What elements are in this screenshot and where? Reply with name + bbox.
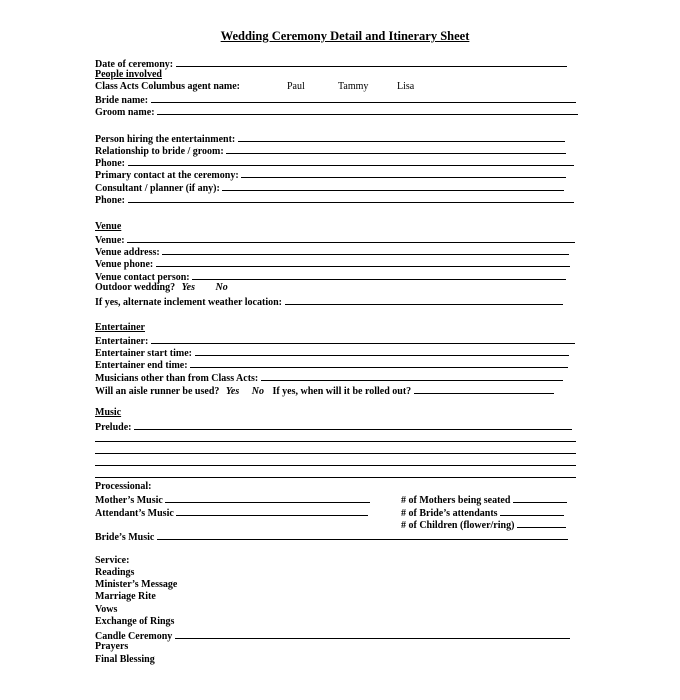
children-field[interactable] bbox=[517, 518, 566, 528]
primary-contact-row bbox=[95, 168, 566, 182]
bride-label: Bride name: bbox=[95, 95, 149, 106]
prelude-field[interactable] bbox=[134, 420, 572, 430]
attendants-music-label: Attendant’s Music bbox=[95, 508, 174, 519]
exchange-rings: Exchange of Rings bbox=[95, 616, 175, 627]
rolled-field[interactable] bbox=[414, 384, 554, 394]
venue-phone-field[interactable] bbox=[156, 257, 570, 267]
entertainer-field[interactable] bbox=[151, 334, 575, 344]
readings: Readings bbox=[95, 567, 135, 578]
alternate-label: If yes, alternate inclement weather location: bbox=[95, 297, 282, 308]
final-blessing: Final Blessing bbox=[95, 654, 155, 665]
venue-address-label: Venue address: bbox=[95, 247, 160, 258]
alternate-row bbox=[95, 295, 563, 309]
musicians-row bbox=[95, 371, 563, 385]
prelude-label: Prelude: bbox=[95, 422, 132, 433]
venue-phone-row bbox=[95, 257, 570, 271]
groom-field[interactable] bbox=[157, 105, 578, 115]
prelude-line-2[interactable] bbox=[95, 440, 576, 442]
mothers-seated-row bbox=[401, 493, 567, 507]
candle-ceremony-field[interactable] bbox=[175, 629, 570, 639]
primary-contact-label: Primary contact at the ceremony: bbox=[95, 170, 239, 181]
people-heading: People involved bbox=[95, 69, 162, 80]
phone1-field[interactable] bbox=[128, 156, 574, 166]
consultant-label: Consultant / planner (if any): bbox=[95, 183, 220, 194]
person-hiring-field[interactable] bbox=[238, 132, 565, 142]
relationship-field[interactable] bbox=[226, 144, 566, 154]
entertainer-heading: Entertainer bbox=[95, 322, 145, 333]
service-heading: Service: bbox=[95, 555, 130, 566]
mothers-seated-label: # of Mothers being seated bbox=[401, 495, 511, 506]
venue-contact-label: Venue contact person: bbox=[95, 272, 190, 283]
consultant-field[interactable] bbox=[222, 181, 564, 191]
phone2-label: Phone: bbox=[95, 195, 125, 206]
agent-lisa: Lisa bbox=[397, 81, 415, 92]
venue-address-field[interactable] bbox=[162, 245, 569, 255]
outdoor-no[interactable]: No bbox=[215, 282, 228, 293]
marriage-rite: Marriage Rite bbox=[95, 591, 156, 602]
brides-music-row bbox=[95, 530, 568, 544]
phone2-field[interactable] bbox=[128, 193, 574, 203]
groom-label: Groom name: bbox=[95, 107, 155, 118]
date-field[interactable] bbox=[176, 57, 567, 67]
alternate-field[interactable] bbox=[285, 295, 563, 305]
agent-tammy: Tammy bbox=[338, 81, 369, 92]
phone2-row bbox=[95, 193, 574, 207]
outdoor-row bbox=[95, 282, 228, 294]
prelude-line-4[interactable] bbox=[95, 464, 576, 466]
venue-field[interactable] bbox=[127, 233, 575, 243]
start-field[interactable] bbox=[195, 346, 569, 356]
vows: Vows bbox=[95, 604, 118, 615]
mothers-music-field[interactable] bbox=[165, 493, 370, 503]
brides-attendants-field[interactable] bbox=[500, 506, 564, 516]
phone1-label: Phone: bbox=[95, 158, 125, 169]
brides-music-field[interactable] bbox=[157, 530, 568, 540]
music-heading: Music bbox=[95, 407, 122, 418]
page-title: Wedding Ceremony Detail and Itinerary Sheet bbox=[220, 29, 470, 43]
end-row bbox=[95, 358, 568, 372]
end-label: Entertainer end time: bbox=[95, 360, 188, 371]
groom-row bbox=[95, 105, 578, 119]
agent-paul: Paul bbox=[287, 81, 305, 92]
children-label: # of Children (flower/ring) bbox=[401, 520, 515, 531]
mothers-music-row bbox=[95, 493, 370, 507]
outdoor-yes[interactable]: Yes bbox=[181, 282, 195, 293]
candle-ceremony-label: Candle Ceremony bbox=[95, 631, 173, 642]
relationship-label: Relationship to bride / groom: bbox=[95, 146, 224, 157]
outdoor-label: Outdoor wedding? bbox=[95, 282, 176, 293]
aisle-no[interactable]: No bbox=[251, 386, 264, 397]
prelude-line-3[interactable] bbox=[95, 452, 576, 454]
start-label: Entertainer start time: bbox=[95, 348, 193, 359]
musicians-field[interactable] bbox=[261, 371, 563, 381]
mothers-seated-field[interactable] bbox=[513, 493, 567, 503]
venue-contact-field[interactable] bbox=[192, 270, 566, 280]
end-field[interactable] bbox=[190, 358, 568, 368]
rolled-label: If yes, when will it be rolled out? bbox=[272, 386, 412, 397]
date-label: Date of ceremony: bbox=[95, 59, 174, 70]
primary-contact-field[interactable] bbox=[241, 168, 566, 178]
musicians-label: Musicians other than from Class Acts: bbox=[95, 373, 259, 384]
date-row bbox=[95, 57, 567, 71]
entertainer-label: Entertainer: bbox=[95, 336, 149, 347]
aisle-label: Will an aisle runner be used? bbox=[95, 386, 220, 397]
venue-heading: Venue bbox=[95, 221, 122, 232]
mothers-music-label: Mother’s Music bbox=[95, 495, 163, 506]
agent-label: Class Acts Columbus agent name: bbox=[95, 81, 241, 92]
prelude-row bbox=[95, 420, 572, 434]
ministers-message: Minister’s Message bbox=[95, 579, 178, 590]
venue-label: Venue: bbox=[95, 235, 125, 246]
venue-phone-label: Venue phone: bbox=[95, 259, 154, 270]
attendants-music-row bbox=[95, 506, 368, 520]
processional-label: Processional: bbox=[95, 481, 152, 492]
prayers: Prayers bbox=[95, 641, 129, 652]
bride-field[interactable] bbox=[151, 93, 576, 103]
candle-ceremony-row bbox=[95, 629, 570, 643]
prelude-line-5[interactable] bbox=[95, 476, 576, 478]
aisle-yes[interactable]: Yes bbox=[225, 386, 240, 397]
attendants-music-field[interactable] bbox=[176, 506, 368, 516]
aisle-row bbox=[95, 384, 554, 398]
brides-attendants-label: # of Bride’s attendants bbox=[401, 508, 498, 519]
person-hiring-label: Person hiring the entertainment: bbox=[95, 134, 236, 145]
brides-music-label: Bride’s Music bbox=[95, 532, 155, 543]
